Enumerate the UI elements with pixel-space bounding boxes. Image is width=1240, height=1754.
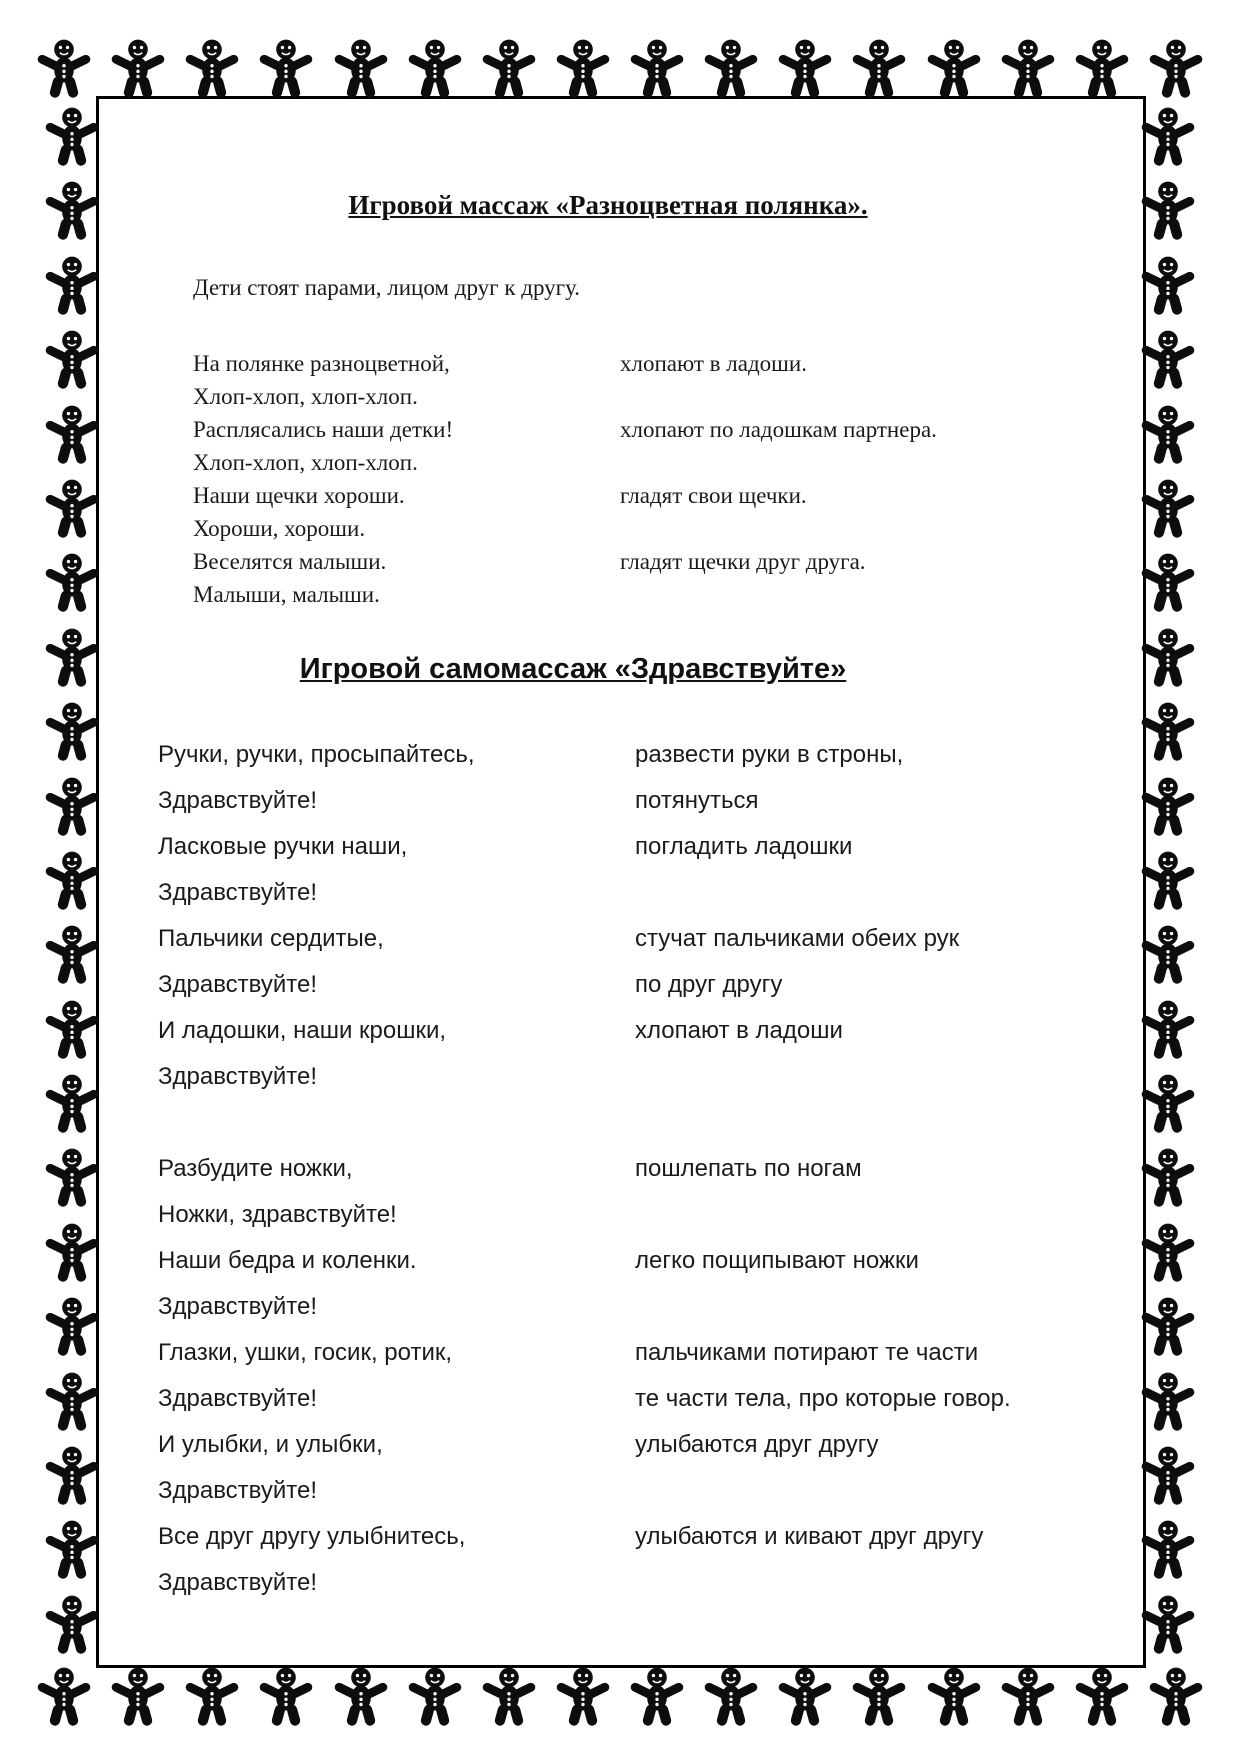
gingerbread-figure-icon [44, 1371, 100, 1433]
poem-line-text: И ладошки, наши крошки, [158, 1017, 447, 1044]
poem-line-text: Ножки, здравствуйте! [158, 1201, 397, 1228]
gingerbread-figure-icon [851, 1666, 907, 1728]
border-bottom [36, 1666, 1204, 1728]
poem-line-action: хлопают в ладоши. [620, 351, 807, 376]
border-left [42, 106, 102, 1656]
poem-line-text: Глазки, ушки, госик, ротик, [158, 1339, 453, 1366]
gingerbread-figure-icon [777, 1666, 833, 1728]
gingerbread-figure-icon [44, 1222, 100, 1284]
poem-line-text: Здравствуйте! [158, 787, 318, 814]
gingerbread-figure-icon [44, 850, 100, 912]
poem-line [193, 413, 1148, 446]
gingerbread-figure-icon [333, 38, 389, 100]
section2-title: Игровой самомассаж «Здравствуйте» [299, 653, 847, 685]
gingerbread-figure-icon [1140, 1222, 1196, 1284]
poem-line-text: Здравствуйте! [158, 1477, 318, 1504]
poem-line [158, 1192, 1148, 1238]
gingerbread-figure-icon [1140, 1519, 1196, 1581]
gingerbread-figure-icon [110, 1666, 166, 1728]
gingerbread-figure-icon [1140, 1073, 1196, 1135]
poem-line-action: по друг другу [635, 971, 783, 998]
poem2-stanza1 [158, 732, 1148, 1100]
gingerbread-figure-icon [1140, 850, 1196, 912]
poem-line [193, 347, 1148, 380]
gingerbread-figure-icon [1000, 38, 1056, 100]
poem-line-action: погладить ладошки [635, 833, 853, 860]
poem-line-text: И улыбки, и улыбки, [158, 1431, 383, 1458]
poem-line [158, 778, 1148, 824]
gingerbread-figure-icon [44, 478, 100, 540]
poem-line-text: Разбудите ножки, [158, 1155, 353, 1182]
poem-line-action: улыбаются друг другу [635, 1431, 879, 1458]
poem-line [158, 962, 1148, 1008]
gingerbread-figure-icon [481, 1666, 537, 1728]
gingerbread-figure-icon [1140, 1371, 1196, 1433]
gingerbread-figure-icon [1140, 404, 1196, 466]
poem-line [158, 732, 1148, 778]
gingerbread-figure-icon [44, 701, 100, 763]
poem-line [158, 1560, 1148, 1606]
poem-line-text: Все друг другу улыбнитесь, [158, 1523, 466, 1550]
gingerbread-figure-icon [333, 1666, 389, 1728]
poem-line [158, 1238, 1148, 1284]
poem-line-text: Ручки, ручки, просыпайтесь, [158, 741, 475, 768]
gingerbread-figure-icon [184, 38, 240, 100]
gingerbread-figure-icon [555, 38, 611, 100]
gingerbread-figure-icon [110, 38, 166, 100]
gingerbread-figure-icon [1140, 701, 1196, 763]
poem-line-text: Хороши, хороши. [193, 516, 366, 541]
gingerbread-figure-icon [44, 106, 100, 168]
poem-line-text: Веселятся малыши. [193, 549, 387, 574]
poem-line-text: Хлоп-хлоп, хлоп-хлоп. [193, 450, 418, 475]
gingerbread-figure-icon [44, 255, 100, 317]
gingerbread-figure-icon [407, 38, 463, 100]
poem-line-action: гладят щечки друг друга. [620, 549, 866, 574]
gingerbread-figure-icon [44, 1594, 100, 1656]
poem-line-text: Здравствуйте! [158, 1293, 318, 1320]
poem-line-text: Здравствуйте! [158, 1063, 318, 1090]
poem-line-action: легко пощипывают ножки [635, 1247, 919, 1274]
gingerbread-figure-icon [44, 404, 100, 466]
gingerbread-figure-icon [926, 38, 982, 100]
gingerbread-figure-icon [1140, 924, 1196, 986]
gingerbread-figure-icon [777, 38, 833, 100]
poem-line-text: Расплясались наши детки! [193, 417, 454, 442]
poem-line-action: гладят свои щечки. [620, 483, 807, 508]
gingerbread-figure-icon [1140, 552, 1196, 614]
poem-line-action: пальчиками потирают те части [635, 1339, 979, 1366]
poem1-lines [193, 347, 1148, 611]
poem-line [193, 479, 1148, 512]
gingerbread-figure-icon [44, 1296, 100, 1358]
poem-line-action: развести руки в строны, [635, 741, 904, 768]
border-right [1138, 106, 1198, 1656]
poem-line [158, 916, 1148, 962]
poem-line [158, 824, 1148, 870]
poem-line-text: Ласковые ручки наши, [158, 833, 408, 860]
gingerbread-figure-icon [1140, 106, 1196, 168]
gingerbread-figure-icon [1140, 1296, 1196, 1358]
gingerbread-figure-icon [44, 627, 100, 689]
poem-line-action: хлопают по ладошкам партнера. [620, 417, 937, 442]
poem-line-action: улыбаются и кивают друг другу [635, 1523, 984, 1550]
poem-line-text: Здравствуйте! [158, 1385, 318, 1412]
gingerbread-figure-icon [1140, 1147, 1196, 1209]
gingerbread-figure-icon [1148, 1666, 1204, 1728]
gingerbread-figure-icon [258, 38, 314, 100]
poem-line-text: Здравствуйте! [158, 971, 318, 998]
gingerbread-figure-icon [1140, 329, 1196, 391]
gingerbread-figure-icon [44, 1519, 100, 1581]
poem-line [193, 512, 1148, 545]
gingerbread-figure-icon [44, 552, 100, 614]
gingerbread-figure-icon [555, 1666, 611, 1728]
gingerbread-figure-icon [1140, 1594, 1196, 1656]
poem-line-text: Здравствуйте! [158, 1569, 318, 1596]
gingerbread-figure-icon [1140, 776, 1196, 838]
poem-line-text: На полянке разноцветной, [193, 351, 450, 376]
gingerbread-figure-icon [44, 329, 100, 391]
document-content [158, 190, 1148, 1606]
section1-title: Игровой массаж «Разноцветная полянка». [348, 190, 868, 220]
gingerbread-figure-icon [1074, 38, 1130, 100]
gingerbread-figure-icon [44, 776, 100, 838]
gingerbread-figure-icon [44, 999, 100, 1061]
gingerbread-figure-icon [629, 1666, 685, 1728]
poem-line [193, 446, 1148, 479]
gingerbread-figure-icon [1140, 1445, 1196, 1507]
gingerbread-figure-icon [36, 1666, 92, 1728]
poem-line-text: Здравствуйте! [158, 879, 318, 906]
gingerbread-figure-icon [44, 924, 100, 986]
gingerbread-figure-icon [44, 1445, 100, 1507]
section1-intro: Дети стоят парами, лицом друг к другу. [193, 275, 581, 300]
gingerbread-figure-icon [1140, 255, 1196, 317]
poem-line [158, 1146, 1148, 1192]
gingerbread-figure-icon [1140, 627, 1196, 689]
poem-line-text: Малыши, малыши. [193, 582, 380, 607]
poem-line-text: Наши щечки хороши. [193, 483, 405, 508]
poem-line [158, 1422, 1148, 1468]
gingerbread-figure-icon [926, 1666, 982, 1728]
poem-line [158, 1376, 1148, 1422]
gingerbread-figure-icon [44, 180, 100, 242]
poem-line [158, 870, 1148, 916]
poem-line-action: стучат пальчиками обеих рук [635, 925, 960, 952]
gingerbread-figure-icon [258, 1666, 314, 1728]
poem-line-action: пошлепать по ногам [635, 1155, 862, 1182]
gingerbread-figure-icon [851, 38, 907, 100]
poem-line [193, 380, 1148, 413]
border-top [36, 38, 1204, 100]
poem-line [193, 578, 1148, 611]
gingerbread-figure-icon [629, 38, 685, 100]
gingerbread-figure-icon [1148, 38, 1204, 100]
poem-line-action: потянуться [635, 787, 759, 814]
poem2-stanza2 [158, 1146, 1148, 1606]
gingerbread-figure-icon [703, 1666, 759, 1728]
gingerbread-figure-icon [407, 1666, 463, 1728]
gingerbread-figure-icon [44, 1147, 100, 1209]
poem-line-text: Хлоп-хлоп, хлоп-хлоп. [193, 384, 418, 409]
poem-line-text: Пальчики сердитые, [158, 925, 384, 952]
gingerbread-figure-icon [1000, 1666, 1056, 1728]
poem-line [158, 1008, 1148, 1054]
poem-line-action: хлопают в ладоши [635, 1017, 843, 1044]
poem-line [158, 1330, 1148, 1376]
poem-line [158, 1284, 1148, 1330]
gingerbread-figure-icon [36, 38, 92, 100]
gingerbread-figure-icon [184, 1666, 240, 1728]
gingerbread-figure-icon [1140, 180, 1196, 242]
gingerbread-figure-icon [44, 1073, 100, 1135]
gingerbread-figure-icon [1140, 999, 1196, 1061]
poem-line [193, 545, 1148, 578]
gingerbread-figure-icon [481, 38, 537, 100]
gingerbread-figure-icon [1140, 478, 1196, 540]
gingerbread-figure-icon [703, 38, 759, 100]
poem-line [158, 1514, 1148, 1560]
gingerbread-figure-icon [1074, 1666, 1130, 1728]
poem-line-text: Наши бедра и коленки. [158, 1247, 417, 1274]
poem-line [158, 1054, 1148, 1100]
poem-line [158, 1468, 1148, 1514]
poem-line-action: те части тела, про которые говор. [635, 1385, 1011, 1412]
